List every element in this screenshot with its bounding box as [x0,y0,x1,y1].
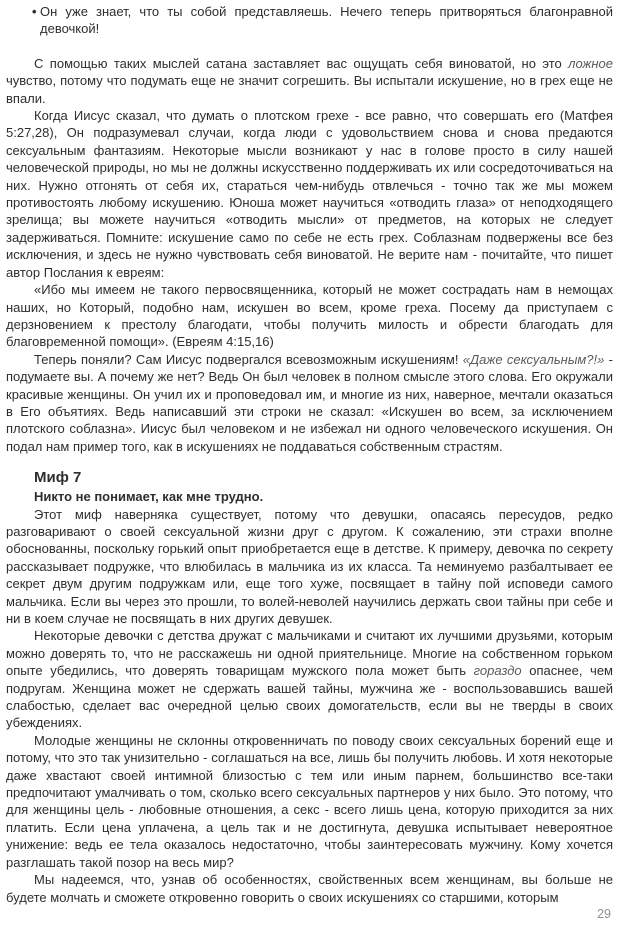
text-segment: Этот миф наверняка существует, потому что девушки, опасаясь пересудов, редко разговаривают о своей сексуальной жизни друг с другом. К сожалению, эти страхи вполне обоснованны, поскольку горький опыт приобретается еще в детстве. К примеру, девочка по секрету рассказывает подружке, что влюбилась в мальчика из их класса. Та неминуемо разбалтывает ее секрет двум другим подружкам или, еще того хуже, посвящает в тайну пой исповеди самого мальчика. Если вы через это прошли, то волей-неволей научились держать свои тайны при себе и ни в коем случае не посвящать в них других девушек. [6,506,613,626]
paragraph [6,506,613,628]
bullet-icon: • [32,4,37,19]
text-segment: Миф 7 [34,469,82,487]
document-content [6,3,613,906]
text-segment: гораздо [473,663,522,679]
text-segment: Никто не понимает, как мне трудно. [34,489,264,505]
text-segment: Некоторые девочки с детства дружат с мальчиками и считают их лучшими друзьями, которым можно доверять то, что не расскажешь ни одной приятельнице. Многие на собственном горьком опыте убедились, что доверять товарищам мужского пола может быть [6,628,613,679]
paragraph [6,107,613,281]
text-segment: чувство, потому что подумать еще не значит согрешить. Вы испытали искушение, но в грех еще не впали. [6,73,613,106]
text-segment: Он уже знает, что ты собой представляешь. Нечего теперь притворяться благонравной девочкой! [40,4,613,37]
section-subheading [6,488,613,505]
paragraph [6,55,613,107]
text-segment: опаснее, чем подругам. Женщина может не сдержать вашей тайны, мужчина же - воспользовавшись вашей слабостью, сделает вас очередной целью своих домогательств, если вы не тверды в своих убеждениях. [6,663,613,731]
paragraph [6,281,613,351]
paragraph [6,732,613,871]
text-segment: С помощью таких мыслей сатана заставляет вас ощущать себя виноватой, но это [34,55,569,71]
text-segment: - подумаете вы. А почему же нет? Ведь Он был человек в полном смысле этого слова. Его окружали красивые женщины. Он учил их и проповедовал им, и многие из них, наверное, мечтали оказаться в Его объятиях. Ведь написавший эти строки не сказал: «Искушен во всем, за исключением плотского соблазна». Иисус был человеком и не избежал ни одного человеческого искушения. Он подал нам пример того, как в искушениях не поддаваться собственным страстям. [6,351,613,454]
text-segment: ложное [568,55,613,71]
section-heading [6,469,613,487]
paragraph [6,627,613,731]
text-segment: «Ибо мы имеем не такого первосвященника, который не может сострадать нам в немощах наших, но Который, подобно нам, искушен во всем, кроме греха. Посему да приступаем с дерзновением к престолу благодати, чтобы получить милость и обрести благодать для благовременной помощи». (Евреям 4:15,16) [6,282,613,350]
text-segment: Молодые женщины не склонны откровенничать по поводу своих сексуальных борений еще и потому, что это так унизительно - соглашаться на все, лишь бы получить любовь. И хотя некоторые даже хвастают своей интимной близостью с тем или иным парнем, большинство все-таки предпочитают умалчивать о том, сколько всего сексуальных партнеров у них было. Это потому, что для женщины цель - любовные отношения, а секс - всего лишь цена, которую приходится за них платить. Если цена уплачена, а цель так и не достигнута, девушка испытывает невероятное унижение: ведь ее тела оказалось недостаточно, чтобы заинтересовать мужчину. Кому хочется разглашать такой позор на весь мир? [6,732,613,870]
bullet-item [6,3,613,38]
text-segment: «Даже сексуальным?!» [462,351,605,367]
paragraph [6,351,613,455]
paragraph [6,871,613,906]
page-number: 29 [597,907,611,921]
text-segment: Мы надеемся, что, узнав об особенностях, свойственных всем женщинам, вы больше не будете молчать и сможете откровенно говорить о своих искушениях со старшими, которым [6,872,613,905]
text-segment: Теперь поняли? Сам Иисус подвергался всевозможным искушениям! [34,351,463,367]
text-segment: Когда Иисус сказал, что думать о плотском грехе - все равно, что совершать его (Матфея 5:27,28), Он подразумевал случаи, когда люди с удовольствием снова и снова предаются сексуальным фантазиям. Некоторые мысли возникают у нас в голове просто в силу нашей человеческой природы, но мы не должны искусственно поддерживать их или сосредоточиваться на них. Нужно отгонять от себя их, стараться чем-нибудь отвлечься - точно так же мы можем противостоять любому искушению. Юноша может научиться «отводить глаза» от неподходящего зрелища; вы можете научиться «отводить мысли» от предметов, на которых не следует задерживаться. Помните: искушение само по себе не есть грех. Соблазнам подвержены все без исключения, и здесь не нужно чувствовать себя виноватой. Не верите нам - почитайте, что пишет автор Послания к евреям: [6,108,613,280]
